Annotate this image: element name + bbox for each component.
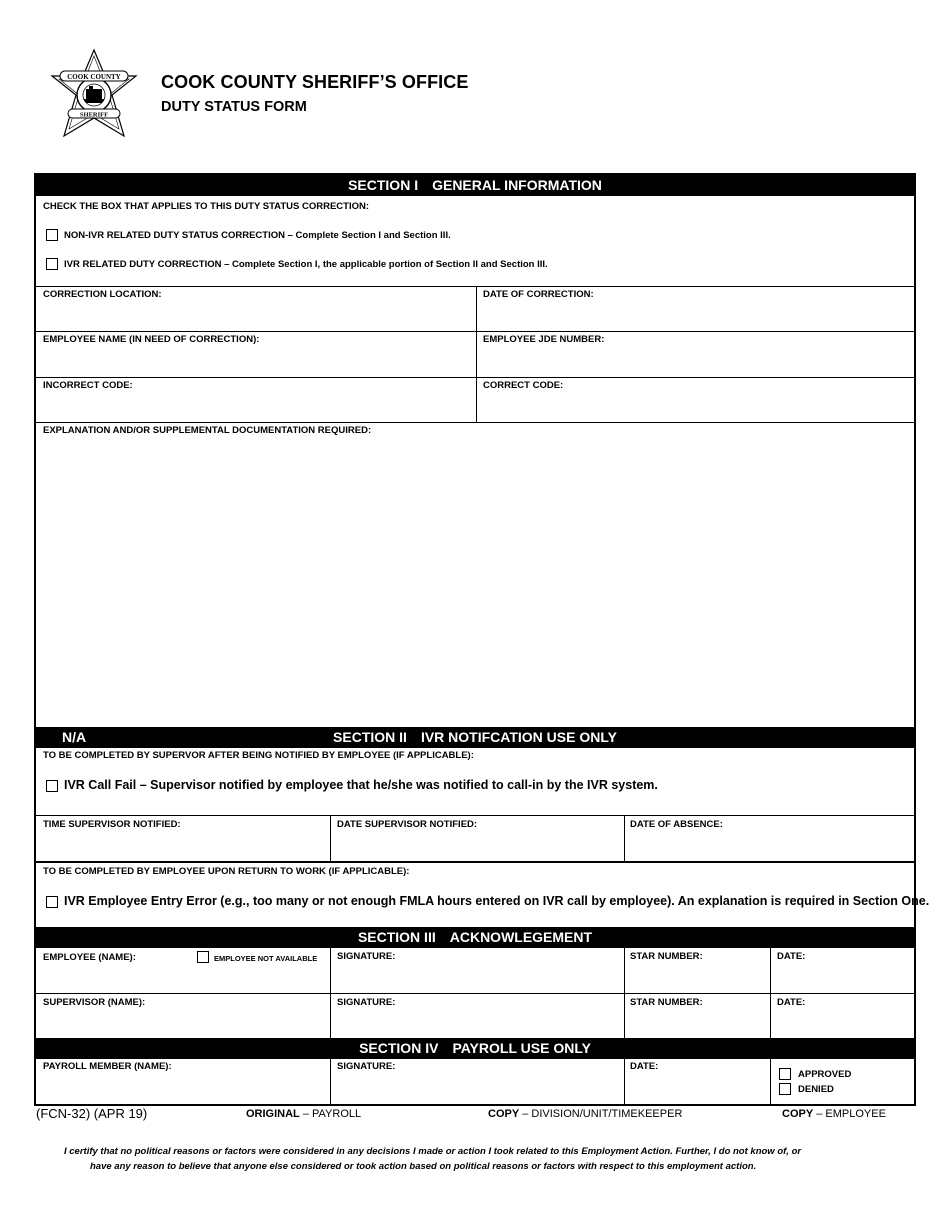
payroll-date-label: DATE:: [630, 1061, 659, 1072]
section-4-header: [36, 1038, 914, 1059]
employee-signature-field[interactable]: [332, 965, 620, 991]
date-supervisor-notified-field[interactable]: [332, 831, 620, 859]
employee-name-label: EMPLOYEE NAME (IN NEED OF CORRECTION):: [43, 334, 260, 345]
division-copy-note: COPY – DIVISION/UNIT/TIMEKEEPER: [488, 1108, 683, 1120]
non-ivr-option-label: NON-IVR RELATED DUTY STATUS CORRECTION – Complete Section I and Section III.: [64, 230, 451, 241]
employee-jde-label: EMPLOYEE JDE NUMBER:: [483, 334, 605, 345]
incorrect-code-label: INCORRECT CODE:: [43, 380, 133, 391]
payroll-signature-label: SIGNATURE:: [337, 1061, 396, 1072]
time-supervisor-notified-label: TIME SUPERVISOR NOTIFIED:: [43, 819, 181, 830]
payroll-date-field[interactable]: [626, 1073, 766, 1103]
explanation-label: EXPLANATION AND/OR SUPPLEMENTAL DOCUMENTATION REQUIRED:: [43, 425, 372, 436]
employee-not-available-label: EMPLOYEE NOT AVAILABLE: [214, 954, 318, 963]
date-of-absence-label: DATE OF ABSENCE:: [630, 819, 723, 830]
time-supervisor-notified-field[interactable]: [38, 831, 326, 859]
supervisor-instruction: TO BE COMPLETED BY SUPERVOR AFTER BEING NOTIFIED BY EMPLOYEE (IF APPLICABLE):: [43, 750, 474, 761]
supervisor-star-number-label: STAR NUMBER:: [630, 997, 703, 1008]
payroll-signature-field[interactable]: [332, 1073, 620, 1103]
correction-location-field[interactable]: [38, 301, 472, 329]
form-title: DUTY STATUS FORM: [161, 99, 307, 115]
payroll-member-field[interactable]: [38, 1073, 326, 1103]
form-frame: [34, 173, 930, 1106]
correction-location-label: CORRECTION LOCATION:: [43, 289, 162, 300]
ivr-related-option-label: IVR RELATED DUTY CORRECTION – Complete Section I, the applicable portion of Section II and Section III.: [64, 259, 548, 270]
employee-jde-field[interactable]: [478, 346, 912, 375]
seal-text-top: COOK COUNTY: [67, 73, 121, 81]
certification-line-2: have any reason to believe that anyone else considered or took action based on political reasons or factors with respect to this employment action.: [90, 1161, 757, 1172]
section-1-header: [36, 175, 914, 196]
section-3-number: SECTION III: [357, 929, 436, 945]
supervisor-signature-label: SIGNATURE:: [337, 997, 396, 1008]
supervisor-name-label: SUPERVISOR (NAME):: [43, 997, 146, 1008]
employee-star-number-field[interactable]: [626, 965, 766, 991]
section-2-na: N/A: [62, 729, 87, 745]
employee-signature-label: SIGNATURE:: [337, 951, 396, 962]
employee-name-field[interactable]: [38, 346, 472, 375]
date-supervisor-notified-label: DATE SUPERVISOR NOTIFIED:: [337, 819, 478, 830]
section-1-title: GENERAL INFORMATION: [432, 177, 602, 193]
approved-label: APPROVED: [798, 1069, 852, 1080]
section-2-number: SECTION II: [333, 729, 407, 745]
employee-instruction: TO BE COMPLETED BY EMPLOYEE UPON RETURN TO WORK (IF APPLICABLE):: [43, 866, 410, 877]
certification-line-1: I certify that no political reasons or factors were considered in any decisions I made or action I took related to this Employment Action. Further, I do not know of, or: [64, 1146, 802, 1157]
employee-star-number-label: STAR NUMBER:: [630, 951, 703, 962]
date-of-absence-field[interactable]: [626, 831, 912, 859]
correct-code-field[interactable]: [478, 392, 912, 420]
ivr-entry-error-checkbox[interactable]: [46, 896, 58, 908]
employee-date-label: DATE:: [777, 951, 806, 962]
date-of-correction-field[interactable]: [478, 301, 912, 329]
section-2-title: IVR NOTIFCATION USE ONLY: [420, 729, 617, 745]
form-code: (FCN-32) (APR 19): [36, 1106, 148, 1121]
section-3-header: [36, 927, 914, 948]
section-1-number: SECTION I: [348, 177, 419, 193]
supervisor-name-field[interactable]: [38, 1009, 326, 1037]
denied-checkbox[interactable]: [779, 1083, 791, 1095]
employee-date-field[interactable]: [772, 965, 912, 991]
employee-copy-note: COPY – EMPLOYEE: [782, 1108, 886, 1120]
section-1-instruction: CHECK THE BOX THAT APPLIES TO THIS DUTY STATUS CORRECTION:: [43, 201, 370, 212]
seal-text-bottom: SHERIFF: [79, 111, 109, 119]
supervisor-date-label: DATE:: [777, 997, 806, 1008]
original-copy-note: ORIGINAL – PAYROLL: [246, 1108, 362, 1120]
employee-name-ack-label: EMPLOYEE (NAME):: [43, 952, 136, 963]
non-ivr-checkbox[interactable]: [46, 229, 58, 241]
supervisor-star-number-field[interactable]: [626, 1009, 766, 1037]
employee-name-ack-field[interactable]: [38, 965, 326, 991]
section-4-title: PAYROLL USE ONLY: [452, 1040, 591, 1056]
approved-checkbox[interactable]: [779, 1068, 791, 1080]
ivr-entry-error-label: IVR Employee Entry Error (e.g., too many or not enough FMLA hours entered on IVR call by employee). An explanation is required in Section One.: [64, 894, 930, 908]
employee-not-available-checkbox[interactable]: [197, 951, 209, 963]
agency-title: COOK COUNTY SHERIFF’S OFFICE: [161, 72, 469, 92]
ivr-call-fail-label: IVR Call Fail – Supervisor notified by employee that he/she was notified to call-in by the IVR system.: [64, 778, 658, 792]
sheriff-star-seal: [48, 48, 140, 142]
section-4-number: SECTION IV: [359, 1040, 439, 1056]
section-2-header: [36, 727, 914, 748]
supervisor-signature-field[interactable]: [332, 1009, 620, 1037]
supervisor-date-field[interactable]: [772, 1009, 912, 1037]
denied-label: DENIED: [798, 1084, 834, 1095]
explanation-textarea[interactable]: [38, 439, 912, 725]
ivr-call-fail-checkbox[interactable]: [46, 780, 58, 792]
section-3-title: ACKNOWLEGEMENT: [449, 929, 593, 945]
incorrect-code-field[interactable]: [38, 392, 472, 420]
payroll-member-label: PAYROLL MEMBER (NAME):: [43, 1061, 172, 1072]
correct-code-label: CORRECT CODE:: [483, 380, 564, 391]
date-of-correction-label: DATE OF CORRECTION:: [483, 289, 594, 300]
ivr-related-checkbox[interactable]: [46, 258, 58, 270]
